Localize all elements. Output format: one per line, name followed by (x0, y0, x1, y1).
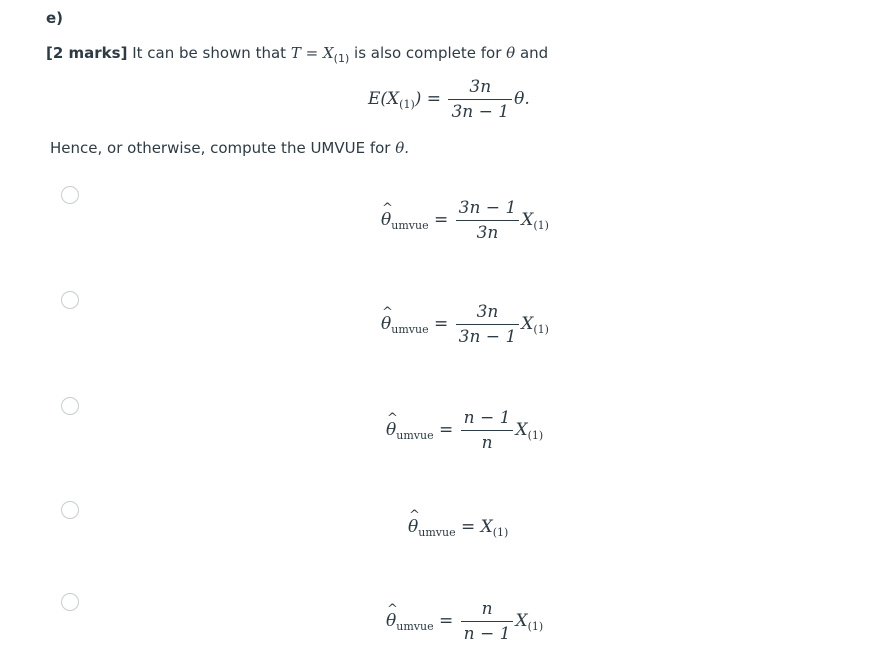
marks-label: [2 marks] (46, 44, 128, 62)
option-2-numerator: 3n (456, 303, 520, 325)
theta-hat: ^ θ (386, 611, 396, 631)
option-5-radio[interactable] (61, 593, 79, 611)
instruction-theta: θ. (395, 139, 410, 157)
theta-hat: ^ θ (381, 314, 391, 334)
order-statistic-symbol: X (322, 44, 334, 62)
option-3-numerator: n − 1 (461, 409, 514, 431)
option-3-radio[interactable] (61, 397, 79, 415)
order-statistic-symbol: X (521, 210, 534, 230)
equals-sign: = (460, 517, 476, 537)
umvue-subscript: umvue (396, 429, 434, 442)
expectation-equals: = (426, 89, 442, 109)
option-2-equation (381, 303, 549, 346)
option-2-denominator: 3n − 1 (458, 327, 517, 347)
option-2-fraction (456, 303, 520, 346)
umvue-subscript: umvue (418, 526, 456, 539)
statistic-symbol: T (290, 44, 301, 62)
equals-sign: = (305, 44, 319, 62)
expectation-lhs-subscript: (1) (399, 98, 415, 111)
order-statistic-subscript: (1) (527, 429, 544, 442)
order-statistic-subscript: (1) (527, 620, 544, 633)
question-part-label: e) (46, 9, 64, 27)
option-3-denominator: n (481, 433, 493, 453)
expectation-denominator: 3n − 1 (451, 102, 510, 122)
prompt-and: and (519, 44, 549, 62)
expectation-fraction (448, 78, 512, 121)
umvue-subscript: umvue (391, 219, 429, 232)
question-prompt (46, 44, 548, 65)
option-5-denominator: n − 1 (463, 624, 511, 644)
order-statistic-symbol: X (515, 611, 528, 631)
option-1-radio[interactable] (61, 186, 79, 204)
order-statistic-subscript: (1) (492, 526, 509, 539)
order-statistic-symbol: X (521, 314, 534, 334)
option-3-fraction (461, 409, 514, 452)
expectation-equation (368, 78, 530, 121)
option-4-equation (408, 517, 508, 539)
equals-sign: = (433, 314, 449, 334)
option-1-numerator: 3n − 1 (456, 199, 520, 221)
order-statistic-subscript: (1) (533, 219, 549, 232)
expectation-lhs-close: ) (414, 89, 422, 109)
option-3-equation (386, 409, 543, 452)
option-1-denominator: 3n (476, 223, 499, 243)
equals-sign: = (438, 420, 454, 440)
expectation-numerator: 3n (448, 78, 512, 100)
instruction-label: Hence, or otherwise, compute the UMVUE for (50, 139, 391, 157)
theta-symbol: θ (506, 44, 516, 62)
order-statistic-symbol: X (480, 517, 493, 537)
theta-hat: ^ θ (386, 420, 396, 440)
option-4-radio[interactable] (61, 501, 79, 519)
prompt-text-after: is also complete for (354, 44, 502, 62)
order-statistic-symbol: X (515, 420, 528, 440)
instruction-text (50, 139, 409, 157)
umvue-subscript: umvue (396, 620, 434, 633)
option-5-fraction (461, 600, 514, 643)
option-5-equation (386, 600, 543, 643)
option-2-radio[interactable] (61, 291, 79, 309)
prompt-text-before: It can be shown that (132, 44, 287, 62)
option-5-numerator: n (461, 600, 514, 622)
option-1-fraction (456, 199, 520, 242)
expectation-lhs: E(X (368, 89, 400, 109)
theta-hat: ^ θ (381, 210, 391, 230)
expectation-suffix: θ. (514, 89, 530, 109)
equals-sign: = (433, 210, 449, 230)
order-statistic-subscript: (1) (533, 323, 549, 336)
order-statistic-subscript: (1) (333, 52, 350, 65)
equals-sign: = (438, 611, 454, 631)
umvue-subscript: umvue (391, 323, 429, 336)
option-1-equation (381, 199, 549, 242)
theta-hat: ^ θ (408, 517, 418, 537)
